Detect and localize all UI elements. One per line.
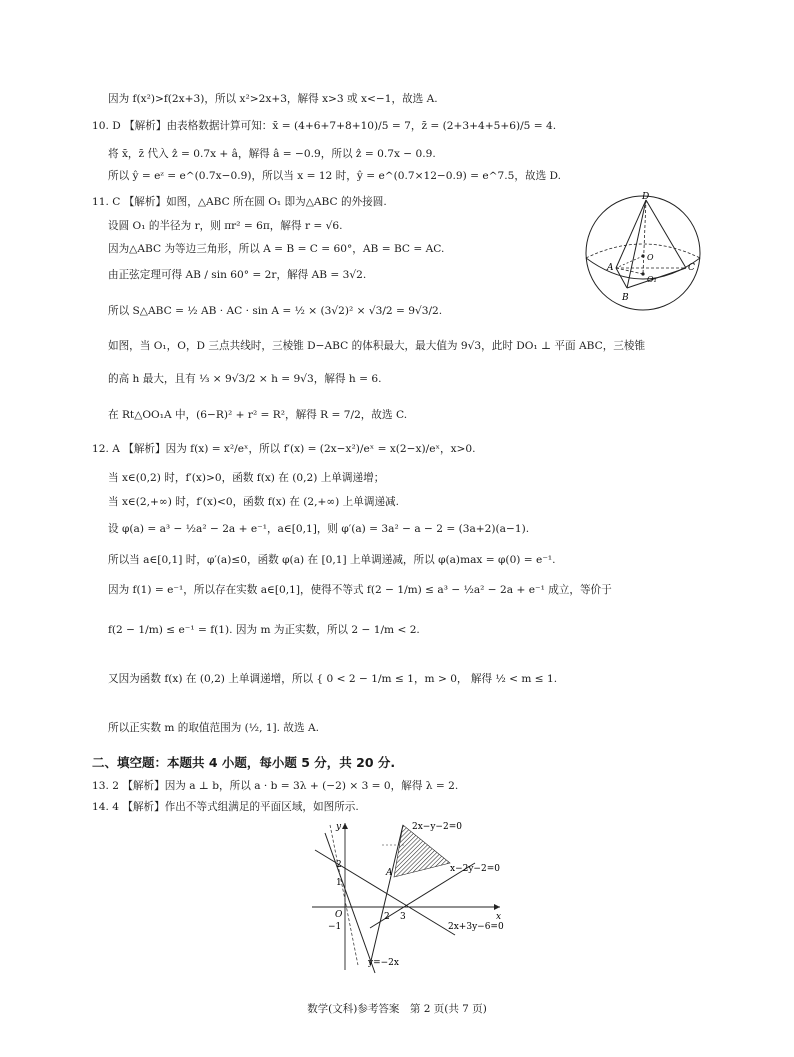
text-line-11: 的高 h 最大，且有 ⅓ × 9√3/2 × h = 9√3，解得 h = 6. — [108, 373, 382, 385]
text-line-7: 因为△ABC 为等边三角形，所以 A = B = C = 60°，AB = BC = AC. — [108, 243, 445, 255]
sphere-label-A: A — [607, 263, 614, 273]
sphere-label-O1: O₁ — [647, 275, 657, 284]
answer-13: 13. 2 【解析】因为 a ⊥ b，所以 a · b = 3λ + (−2) × 3 = 0，解得 λ = 2. — [92, 780, 459, 792]
text-line-20: 又因为函数 f(x) 在 (0,2) 上单调递增，所以 { 0 < 2 − 1/m ≤ 1，m > 0， 解得 ½ < m ≤ 1. — [108, 673, 558, 685]
feasible-region-figure — [300, 815, 510, 975]
sphere-tetrahedron-figure — [580, 190, 710, 315]
sphere-label-D: D — [642, 192, 650, 202]
text-line-15: 当 x∈(2,+∞) 时，f′(x)<0，函数 f(x) 在 (2,+∞) 上单调递减. — [108, 496, 400, 508]
answer-14: 14. 4 【解析】作出不等式组满足的平面区域，如图所示. — [92, 801, 359, 813]
axis-label-x: x — [496, 912, 502, 922]
line-label-2x-y-2: 2x−y−2=0 — [412, 822, 462, 832]
answer-11: 11. C 【解析】如图，△ABC 所在圆 O₁ 即为△ABC 的外接圆. — [92, 196, 387, 208]
axis-label-y: y — [336, 822, 342, 832]
text-line-17: 所以当 a∈[0,1] 时，φ′(a)≤0，函数 φ(a) 在 [0,1] 上单调递减，所以 φ(a)max = φ(0) = e⁻¹. — [108, 554, 556, 566]
page-footer: 数学(文科)参考答案 第 2 页(共 7 页) — [307, 1003, 487, 1015]
line-label-y-2x: y=−2x — [368, 958, 399, 968]
tick-label-x2: 2 — [384, 912, 390, 922]
tick-label-y2: 2 — [336, 860, 342, 870]
sphere-label-C: C — [688, 263, 695, 273]
text-line-1: 因为 f(x²)>f(2x+3)，所以 x²>2x+3，解得 x>3 或 x<−1，故选 A. — [108, 93, 438, 105]
text-line-3: 将 x̄，z̄ 代入 ẑ = 0.7x + â，解得 â = −0.9，所以 ẑ = 0.7x − 0.9. — [108, 148, 436, 160]
answer-12: 12. A 【解析】因为 f(x) = x²/eˣ，所以 f′(x) = (2x−x²)/eˣ = x(2−x)/eˣ，x>0. — [92, 443, 476, 455]
tick-label-x3: 3 — [400, 912, 406, 922]
line-label-x-2y-2: x−2y−2=0 — [450, 864, 500, 874]
sphere-label-B: B — [622, 293, 629, 303]
origin-label: O — [335, 910, 343, 920]
point-label-A: A — [386, 868, 393, 878]
text-line-14: 当 x∈(0,2) 时，f′(x)>0，函数 f(x) 在 (0,2) 上单调递增； — [108, 472, 385, 484]
text-line-21: 所以正实数 m 的取值范围为 (½, 1]. 故选 A. — [108, 722, 319, 734]
tick-label-ym1: −1 — [328, 922, 342, 932]
text-line-19: f(2 − 1/m) ≤ e⁻¹ = f(1). 因为 m 为正实数，所以 2 − 1/m < 2. — [108, 624, 420, 636]
sphere-label-O: O — [647, 253, 654, 262]
text-line-12: 在 Rt△OO₁A 中，(6−R)² + r² = R²，解得 R = 7/2，故选 C. — [108, 409, 408, 421]
text-line-4: 所以 ŷ = eᶻ = e^(0.7x−0.9)，所以当 x = 12 时，ŷ = e^(0.7×12−0.9) = e^7.5，故选 D. — [108, 170, 562, 182]
text-line-10: 如图，当 O₁，O，D 三点共线时，三棱锥 D−ABC 的体积最大，最大值为 9√3，此时 DO₁ ⊥ 平面 ABC，三棱锥 — [108, 340, 646, 352]
text-line-8: 由正弦定理可得 AB / sin 60° = 2r，解得 AB = 3√2. — [108, 269, 367, 281]
text-line-6: 设圆 O₁ 的半径为 r，则 πr² = 6π，解得 r = √6. — [108, 220, 343, 232]
section-heading-fill-blank: 二、填空题：本题共 4 小题，每小题 5 分，共 20 分. — [92, 755, 396, 770]
answer-10: 10. D 【解析】由表格数据计算可知：x̄ = (4+6+7+8+10)/5 = 7，z̄ = (2+3+4+5+6)/5 = 4. — [92, 120, 557, 132]
line-label-2x-3y-6: 2x+3y−6=0 — [448, 922, 504, 932]
text-line-18: 因为 f(1) = e⁻¹，所以存在实数 a∈[0,1]，使得不等式 f(2 − 1/m) ≤ a³ − ½a² − 2a + e⁻¹ 成立，等价于 — [108, 584, 612, 596]
text-line-16: 设 φ(a) = a³ − ½a² − 2a + e⁻¹，a∈[0,1]，则 φ′(a) = 3a² − a − 2 = (3a+2)(a−1). — [108, 523, 530, 535]
tick-label-y1: 1 — [336, 878, 342, 888]
text-line-9: 所以 S△ABC = ½ AB · AC · sin A = ½ × (3√2)² × √3/2 = 9√3/2. — [108, 305, 443, 317]
